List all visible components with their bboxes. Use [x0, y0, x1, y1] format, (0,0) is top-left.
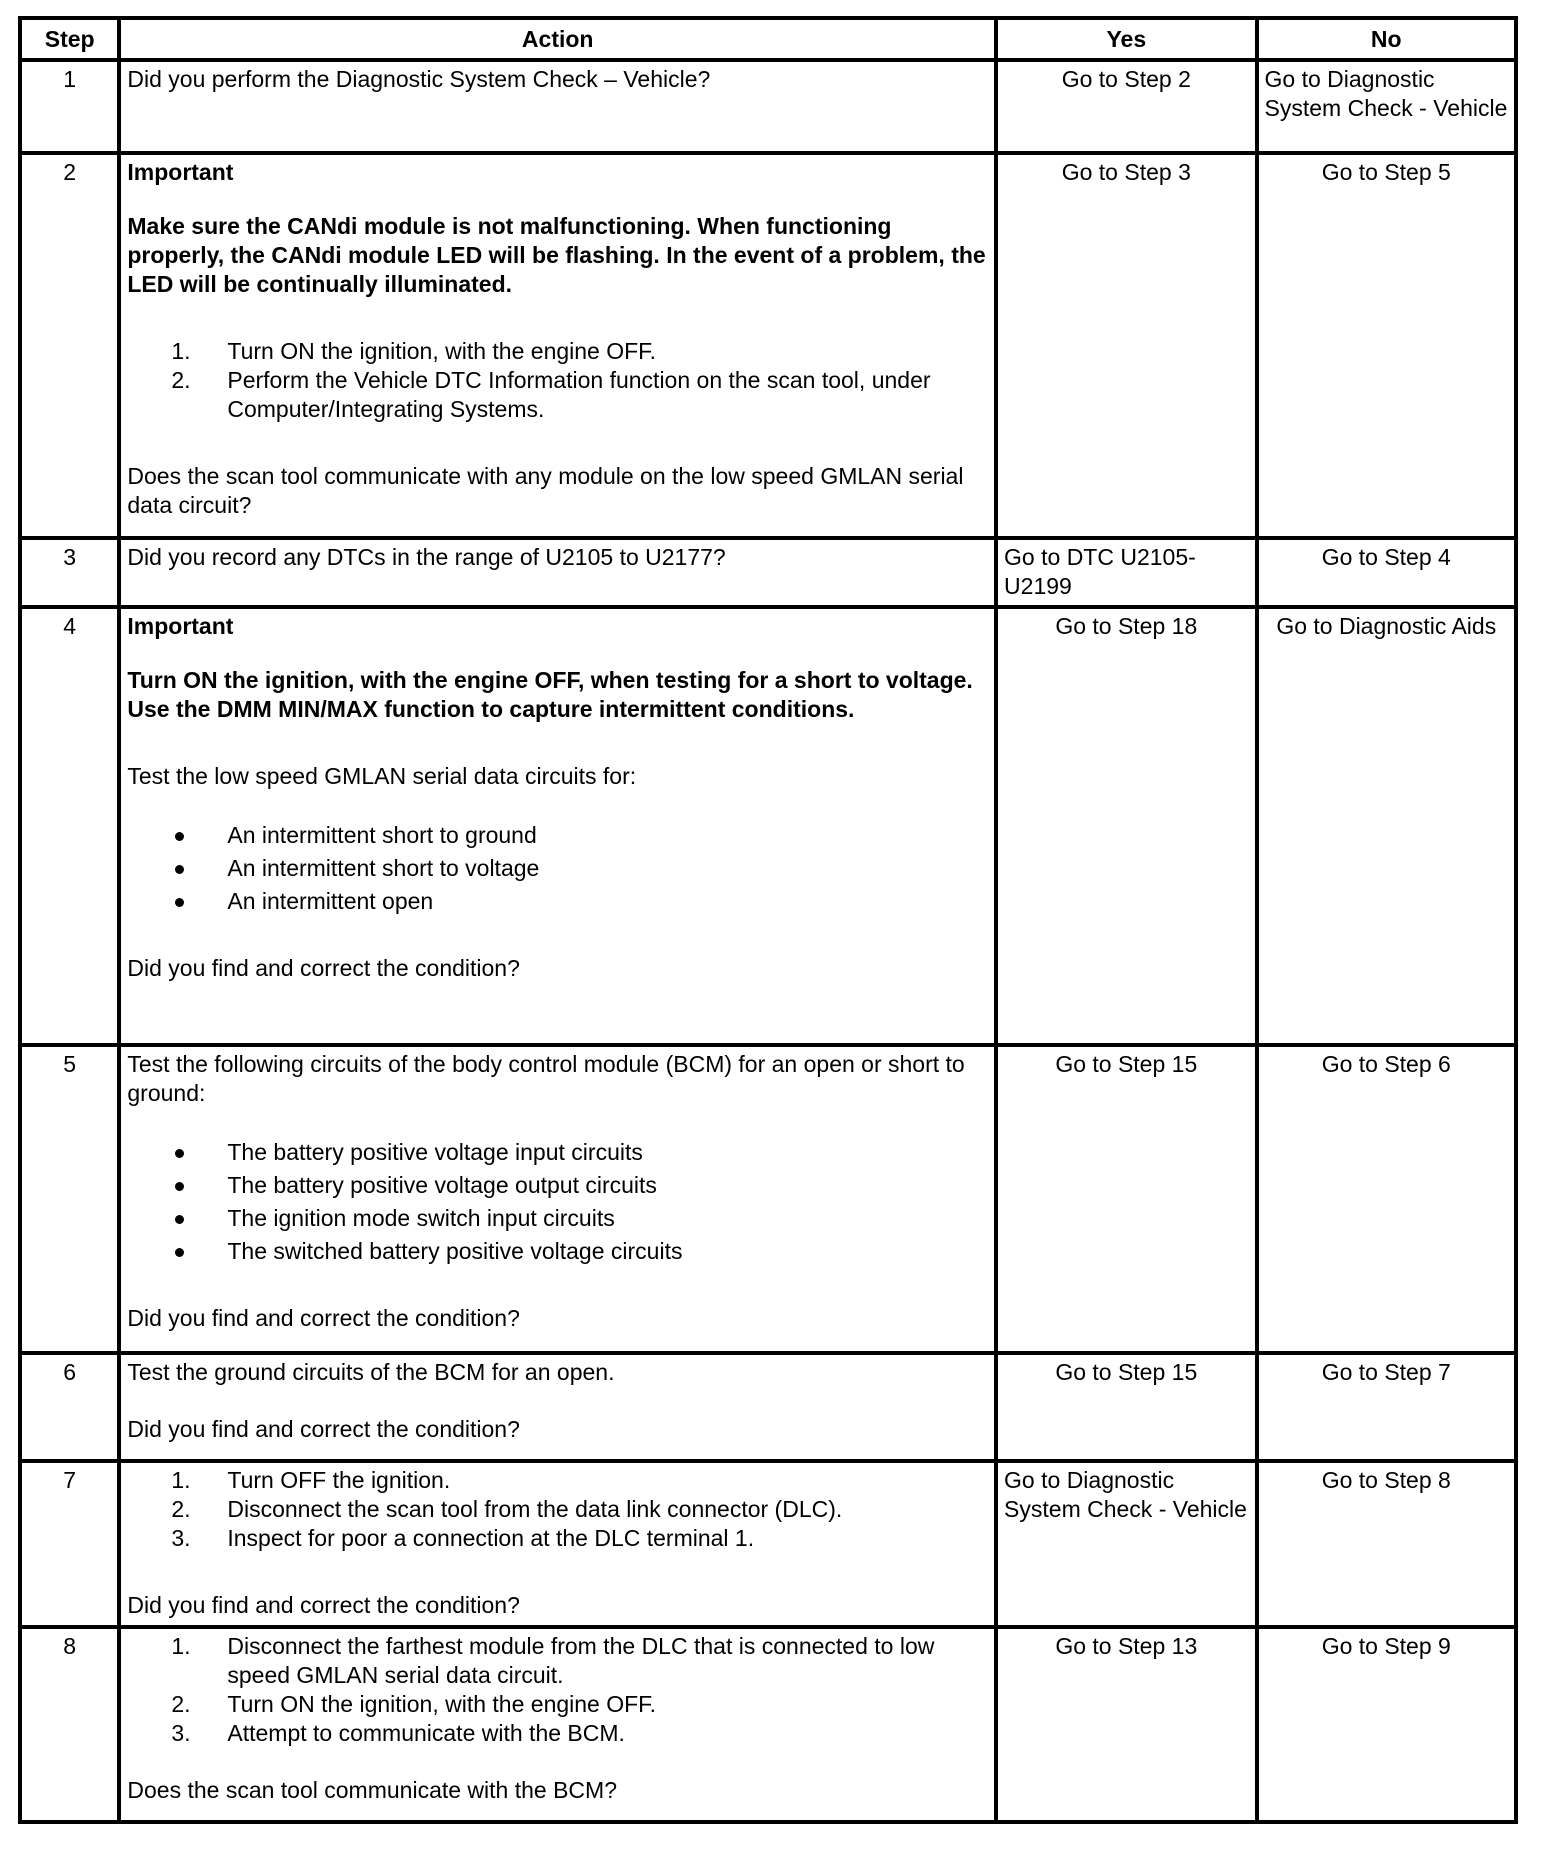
header-no: No	[1257, 18, 1516, 60]
bullet-icon	[175, 1149, 184, 1158]
action-cell	[119, 607, 996, 1045]
step-number: 3	[20, 538, 119, 607]
table-row	[20, 1627, 1516, 1822]
action-cell	[119, 1461, 996, 1627]
step-number: 5	[20, 1045, 119, 1353]
list-text: The ignition mode switch input circuits	[227, 1205, 615, 1231]
list-text: Perform the Vehicle DTC Information function on the scan tool, under Computer/Integrating Systems.	[227, 367, 931, 422]
header-action: Action	[119, 18, 996, 60]
header-step: Step	[20, 18, 119, 60]
list-text: The switched battery positive voltage circuits	[227, 1238, 683, 1264]
list-number: 2.	[171, 1691, 191, 1717]
list-text: Turn ON the ignition, with the engine OFF.	[227, 338, 657, 364]
bullet-icon	[175, 1248, 184, 1257]
question-text: Did you find and correct the condition?	[127, 1592, 520, 1618]
action-cell	[119, 153, 996, 538]
table-row	[20, 153, 1516, 538]
list-text: Inspect for poor a connection at the DLC terminal 1.	[227, 1525, 755, 1551]
bullet-icon	[175, 1182, 184, 1191]
list-text: An intermittent open	[227, 888, 434, 914]
bullet-list	[127, 1138, 988, 1266]
list-item	[127, 1237, 988, 1266]
no-result: Go to Step 4	[1257, 538, 1516, 607]
list-item	[127, 854, 988, 883]
no-result: Go to Diagnostic Aids	[1257, 607, 1516, 1045]
yes-result: Go to Step 18	[996, 607, 1256, 1045]
step-number: 1	[20, 60, 119, 153]
list-text: Turn OFF the ignition.	[227, 1467, 451, 1493]
numbered-steps	[127, 1466, 988, 1553]
bullet-icon	[175, 832, 184, 841]
important-text: Turn ON the ignition, with the engine OFF, when testing for a short to voltage. Use the DMM MIN/MAX function to capture intermittent conditions.	[127, 667, 973, 722]
step-number: 4	[20, 607, 119, 1045]
yes-result: Go to Step 2	[996, 60, 1256, 153]
list-text: The battery positive voltage input circuits	[227, 1139, 643, 1165]
question-text: Does the scan tool communicate with the BCM?	[127, 1777, 617, 1803]
list-number: 1.	[171, 1633, 191, 1659]
bullet-icon	[175, 865, 184, 874]
action-cell	[119, 60, 996, 153]
table-row	[20, 1353, 1516, 1461]
header-yes: Yes	[996, 18, 1256, 60]
list-text: An intermittent short to ground	[227, 822, 537, 848]
no-result: Go to Step 8	[1257, 1461, 1516, 1627]
list-item	[127, 1138, 988, 1167]
list-item	[127, 1466, 988, 1495]
diagnostic-table-page	[18, 16, 1518, 1824]
list-text: An intermittent short to voltage	[227, 855, 540, 881]
table-row	[20, 60, 1516, 153]
no-result: Go to Step 7	[1257, 1353, 1516, 1461]
important-label: Important	[127, 159, 234, 185]
list-item	[127, 1524, 988, 1553]
list-item	[127, 1495, 988, 1524]
numbered-steps	[127, 337, 988, 424]
list-number: 2.	[171, 1496, 191, 1522]
header-row	[20, 18, 1516, 60]
list-item	[127, 1204, 988, 1233]
list-number: 2.	[171, 367, 191, 393]
bullet-icon	[175, 898, 184, 907]
list-item	[127, 366, 988, 424]
list-number: 1.	[171, 338, 191, 364]
question-text: Did you find and correct the condition?	[127, 1416, 520, 1442]
important-text: Make sure the CANdi module is not malfunctioning. When functioning properly, the CANdi module LED will be flashing. In the event of a problem, the LED will be continually illuminated.	[127, 213, 986, 297]
list-item	[127, 821, 988, 850]
action-cell	[119, 1627, 996, 1822]
table-row	[20, 538, 1516, 607]
list-item	[127, 337, 988, 366]
question-text: Did you find and correct the condition?	[127, 1305, 520, 1331]
yes-result: Go to Step 15	[996, 1045, 1256, 1353]
yes-result: Go to Step 13	[996, 1627, 1256, 1822]
intro-text: Test the low speed GMLAN serial data circuits for:	[127, 763, 637, 789]
list-item	[127, 887, 988, 916]
list-number: 3.	[171, 1720, 191, 1746]
step-number: 8	[20, 1627, 119, 1822]
yes-result: Go to DTC U2105-U2199	[996, 538, 1256, 607]
bullet-list	[127, 821, 988, 916]
important-label: Important	[127, 613, 234, 639]
diagnostic-table	[18, 16, 1518, 1824]
yes-result: Go to Step 3	[996, 153, 1256, 538]
question-text: Did you perform the Diagnostic System Check – Vehicle?	[127, 66, 711, 92]
no-result: Go to Diagnostic System Check - Vehicle	[1257, 60, 1516, 153]
step-number: 2	[20, 153, 119, 538]
bullet-icon	[175, 1215, 184, 1224]
question-text: Did you find and correct the condition?	[127, 955, 520, 981]
yes-result: Go to Step 15	[996, 1353, 1256, 1461]
list-number: 1.	[171, 1467, 191, 1493]
list-item	[127, 1171, 988, 1200]
list-text: Turn ON the ignition, with the engine OFF.	[227, 1691, 657, 1717]
action-cell	[119, 1353, 996, 1461]
action-cell	[119, 538, 996, 607]
question-text: Did you record any DTCs in the range of U2105 to U2177?	[127, 544, 726, 570]
intro-text: Test the ground circuits of the BCM for an open.	[127, 1359, 615, 1385]
question-text: Does the scan tool communicate with any module on the low speed GMLAN serial data circuit?	[127, 463, 964, 518]
list-number: 3.	[171, 1525, 191, 1551]
table-row	[20, 1045, 1516, 1353]
action-cell	[119, 1045, 996, 1353]
numbered-steps	[127, 1632, 988, 1748]
no-result: Go to Step 5	[1257, 153, 1516, 538]
no-result: Go to Step 9	[1257, 1627, 1516, 1822]
list-text: Attempt to communicate with the BCM.	[227, 1720, 625, 1746]
table-row	[20, 607, 1516, 1045]
step-number: 7	[20, 1461, 119, 1627]
list-item	[127, 1632, 988, 1690]
list-text: Disconnect the scan tool from the data link connector (DLC).	[227, 1496, 843, 1522]
no-result: Go to Step 6	[1257, 1045, 1516, 1353]
list-item	[127, 1719, 988, 1748]
list-text: The battery positive voltage output circuits	[227, 1172, 657, 1198]
yes-result: Go to Diagnostic System Check - Vehicle	[996, 1461, 1256, 1627]
list-text: Disconnect the farthest module from the DLC that is connected to low speed GMLAN serial data circuit.	[227, 1633, 935, 1688]
step-number: 6	[20, 1353, 119, 1461]
table-row	[20, 1461, 1516, 1627]
intro-text: Test the following circuits of the body control module (BCM) for an open or short to ground:	[127, 1051, 965, 1106]
list-item	[127, 1690, 988, 1719]
